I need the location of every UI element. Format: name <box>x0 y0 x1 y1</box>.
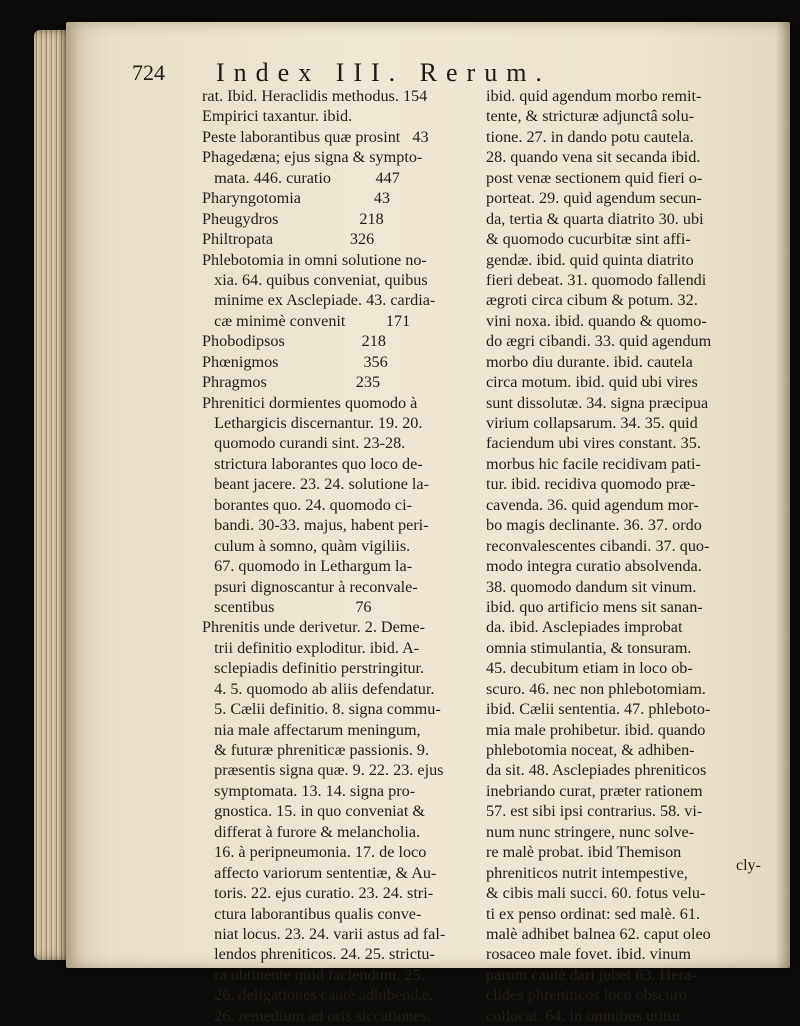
text-line: omnia stimulantia, & tonsuram. <box>486 638 692 657</box>
text-line: quomodo curandi sint. 23-28. <box>202 434 406 453</box>
text-line: 28. quando vena sit secanda ibid. <box>486 148 701 167</box>
text-line: 67. quomodo in Lethargum la- <box>202 557 413 576</box>
text-line: ctura laborantibus qualis conve- <box>202 904 422 923</box>
text-line: præsentis signa quæ. 9. 22. 23. ejus <box>202 761 444 780</box>
page-number: 724 <box>132 60 165 85</box>
text-line: toris. 22. ejus curatio. 23. 24. stri- <box>202 884 434 903</box>
text-line: parum cautè dari jubet 63. Hera- <box>486 965 697 984</box>
text-line: do ægri cibandi. 33. quid agendum <box>486 332 712 351</box>
text-line: tur. ibid. recidiva quomodo præ- <box>486 475 696 494</box>
text-line: Pheugydros 218 <box>202 209 384 228</box>
text-line: trii definitio exploditur. ibid. A- <box>202 638 420 657</box>
text-line: cæ minimè convenit 171 <box>202 311 411 330</box>
text-line: xia. 64. quibus conveniat, quibus <box>202 270 428 289</box>
text-line: ibid. quo artificio mens sit sanan- <box>486 597 703 616</box>
text-line: niat locus. 23. 24. varii astus ad fal- <box>202 924 446 943</box>
text-line: gendæ. ibid. quid quinta diatrito <box>486 250 694 269</box>
text-line: lendos phreniticos. 24. 25. strictu- <box>202 945 435 964</box>
text-line: phreniticos nutrit intempestive, <box>486 863 688 882</box>
text-line: da. ibid. Asclepiades improbat <box>486 618 683 637</box>
text-line: tente, & stricturæ adjunctâ solu- <box>486 107 695 126</box>
text-line: differat à furore & melancholia. <box>202 822 421 841</box>
text-line: porteat. 29. quid agendum secun- <box>486 189 702 208</box>
text-line: da, tertia & quarta diatrito 30. ubi <box>486 209 704 228</box>
text-line: 4. 5. quomodo ab aliis defendatur. <box>202 679 435 698</box>
text-line: & cibis mali succi. 60. fotus velu- <box>486 884 706 903</box>
text-line: ibid. Cælii sententia. 47. phleboto- <box>486 700 711 719</box>
text-line: affecto variorum sententiæ, & Au- <box>202 863 437 882</box>
text-line: culum à somno, quàm vigiliis. <box>202 536 411 555</box>
text-line: ægroti circa cibum & potum. 32. <box>486 291 698 310</box>
text-line: & quomodo cucurbitæ sint affi- <box>486 230 691 249</box>
text-line: virium collapsarum. 34. 35. quid <box>486 414 698 432</box>
text-line: Lethargicis discernantur. 19. 20. <box>202 414 423 432</box>
text-line: strictura laborantes quo loco de- <box>202 454 423 473</box>
text-line: Phobodipsos 218 <box>202 332 386 351</box>
text-line: Phagedæna; ejus signa & sympto- <box>202 148 423 167</box>
text-line: Phlebotomia in omni solutione no- <box>202 250 427 269</box>
text-line: 26. remedium ad oris siccationes. <box>202 1006 431 1025</box>
text-line: scentibus 76 <box>202 597 372 616</box>
text-line: inebriando curat, præter rationem <box>486 781 703 800</box>
text-line: Peste laborantibus quæ prosint 43 <box>202 127 429 146</box>
text-line: morbus hic facile recidivam pati- <box>486 454 701 473</box>
catchword: cly- <box>736 857 761 874</box>
text-line: minime ex Asclepiade. 43. cardia- <box>202 291 436 310</box>
text-line: reconvalescentes cibandi. 37. quo- <box>486 536 710 555</box>
text-line: Phœnigmos 356 <box>202 352 388 371</box>
text-line: 57. est sibi ipsi contrarius. 58. vi- <box>486 802 703 821</box>
text-line: da sit. 48. Asclepiades phreniticos <box>486 761 707 780</box>
text-line: collocat. 64. in omnibus utitur <box>486 1006 682 1025</box>
text-line: Philtropata 326 <box>202 230 375 249</box>
text-line: tione. 27. in dando potu cautela. <box>486 127 694 146</box>
text-line: morbo diu durante. ibid. cautela <box>486 352 693 371</box>
text-line: malè adhibet balnea 62. caput oleo <box>486 924 711 943</box>
text-line: cavenda. 36. quid agendum mor- <box>486 495 699 514</box>
left-text-column <box>202 86 472 1026</box>
text-line: ra obtinente quid faciendum. 25. <box>202 965 425 984</box>
text-line: borantes quo. 24. quomodo ci- <box>202 495 412 514</box>
text-line: ti ex penso ordinat: sed malè. 61. <box>486 904 700 923</box>
text-line: mia male prohibetur. ibid. quando <box>486 720 706 739</box>
text-line: symptomata. 13. 14. signa pro- <box>202 781 416 800</box>
text-line: circa motum. ibid. quid ubi vires <box>486 373 698 392</box>
text-line: rat. Ibid. Heraclidis methodus. 154 <box>202 87 428 105</box>
text-line: faciendum ubi vires constant. 35. <box>486 434 701 453</box>
text-line: num nunc stringere, nunc solve- <box>486 822 695 841</box>
text-line: psuri dignoscantur à reconvale- <box>202 577 418 596</box>
text-line: nia male affectarum meningum, <box>202 720 421 739</box>
text-line: sunt dissolutæ. 34. signa præcipua <box>486 393 709 412</box>
text-line: 16. à peripneumonia. 17. de loco <box>202 843 427 862</box>
text-line: ibid. quid agendum morbo remit- <box>486 87 702 105</box>
text-line: rosaceo male fovet. ibid. vinum <box>486 945 691 964</box>
text-line: scuro. 46. nec non phlebotomiam. <box>486 679 706 698</box>
text-line: 38. quomodo dandum sit vinum. <box>486 577 697 596</box>
text-line: bandi. 30-33. majus, habent peri- <box>202 516 429 535</box>
text-line: Pharyngotomia 43 <box>202 189 390 208</box>
text-line: post venæ sectionem quid fieri o- <box>486 168 703 187</box>
running-title: Index III. Rerum. <box>216 58 551 87</box>
text-line: re malè probat. ibid Themison <box>486 843 682 862</box>
text-line: mata. 446. curatio 447 <box>202 168 400 187</box>
text-line: Phragmos 235 <box>202 373 381 392</box>
text-line: vini noxa. ibid. quando & quomo- <box>486 311 707 330</box>
text-line: gnostica. 15. in quo conveniat & <box>202 802 425 821</box>
right-text-column <box>486 86 782 1026</box>
text-line: phlebotomia noceat, & adhiben- <box>486 741 695 759</box>
text-line: modo integra curatio absolvenda. <box>486 557 702 576</box>
text-line: 26. deligationes cautè adhibendæ. <box>202 986 434 1005</box>
text-line: Phrenitis unde derivetur. 2. Deme- <box>202 618 425 637</box>
text-line: Empirici taxantur. ibid. <box>202 107 353 126</box>
text-line: clides phreniticos loco obscuro <box>486 986 687 1005</box>
text-line: bo magis declinante. 36. 37. ordo <box>486 516 702 535</box>
text-line: 45. decubitum etiam in loco ob- <box>486 659 693 678</box>
text-line: beant jacere. 23. 24. solutione la- <box>202 475 429 494</box>
text-line: 5. Cælii definitio. 8. signa commu- <box>202 700 441 719</box>
text-line: sclepiadis definitio perstringitur. <box>202 659 425 678</box>
text-line: fieri debeat. 31. quomodo fallendi <box>486 270 707 289</box>
text-line: & futuræ phreniticæ passionis. 9. <box>202 741 430 759</box>
text-line: Phrenitici dormientes quomodo à <box>202 393 418 412</box>
